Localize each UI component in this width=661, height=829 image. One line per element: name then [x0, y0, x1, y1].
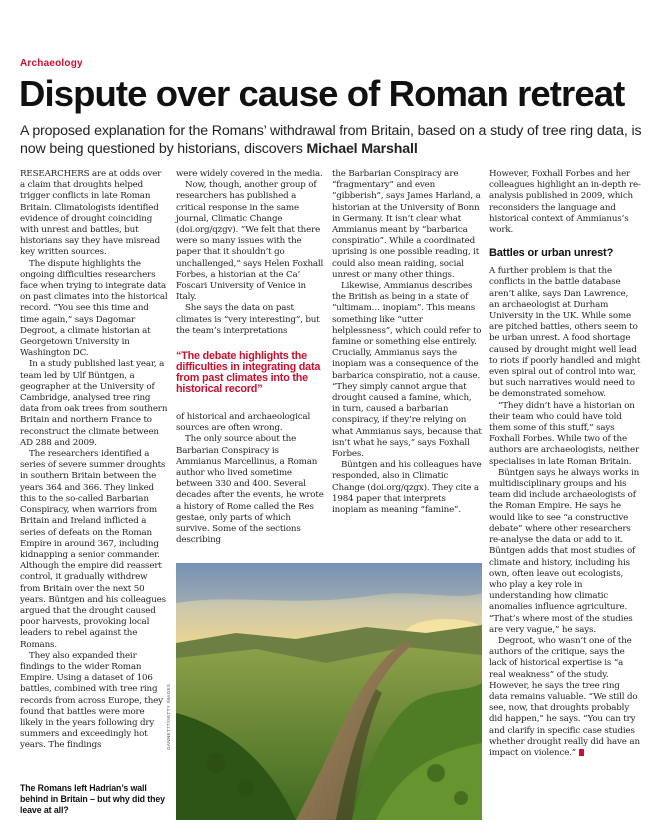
paragraph: were widely covered in the media.: [176, 169, 323, 179]
last-paragraph-text: Degroot, who wasn’t one of the authors of the critique, says the lack of historical expertise is “a real weakness” of the study. However, he says the tree ring data remains valuable. “We still do see, now, that droughts probably did happen,” he says. “You can try and clarify in specific case studies whether drought really did have an impact on violence.”: [489, 635, 640, 758]
hadrians-wall-photo: [176, 563, 482, 820]
standfirst-text: A proposed explanation for the Romans’ withdrawal from Britain, based on a study of tree ring data, is now being questioned by historians, discovers: [20, 123, 642, 157]
paragraph: However, Foxhall Forbes and her colleagues highlight an in-depth re-analysis published in 2009, which reconsiders the language and historical context of Ammianus’s work.: [489, 169, 641, 236]
paragraph: Now, though, another group of researchers has published a critical response in the same journal, Climatic Change (doi.org/qzgv). “We felt that there were so many issues with the paper that it shouldn’t go unchallenged,” says Helen Foxhall Forbes, a historian at the Ca’ Foscari University of Venice in Italy.: [176, 180, 324, 303]
paragraph: She says the data on past climates is “very interesting”, but the team’s interpretations: [176, 303, 320, 336]
column-1: [20, 169, 168, 752]
column-2-continued: [176, 412, 324, 546]
subheading: Battles or urban unrest?: [489, 247, 614, 260]
column-3: [332, 169, 482, 516]
section-label: Archaeology: [20, 58, 83, 69]
pull-quote: “The debate highlights the difficulties in integrating data from past climates into the historical record”: [176, 350, 321, 395]
paragraph: [489, 636, 641, 759]
paragraph: The only source about the Barbarian Conspiracy is Ammianus Marcellinus, a Roman author who lived sometime between 330 and 400. Several decades after the events, he wrote a history of Rome called the Res gestae, only parts of which survive. Some of the sections describing: [176, 434, 324, 546]
paragraph: the Barbarian Conspiracy are “fragmentary” and even “gibberish”, says James Harland, a historian at the University of Bonn in Germany. It isn’t clear what Ammianus meant by “barbarica conspiratio”. While a coordinated uprising is one possible reading, it could also mean raiding, social unrest or many other things.: [332, 169, 481, 280]
paragraph: RESEARCHERS are at odds over a claim that droughts helped trigger conflicts in late Roman Britain. Climatologists identified evidence of drought coinciding with unrest and battles, but historians say they have misread key written sources.: [20, 169, 162, 258]
byline: Michael Marshall: [306, 140, 418, 157]
paragraph: Büntgen and his colleagues have responded, also in Climatic Change (doi.org/qzgx). They cite a 1984 paper that interprets inopiam as meaning “famine”.: [332, 460, 482, 516]
paragraph: “They didn’t have a historian on their team who could have told them some of this stuff,” says Foxhall Forbes. While two of the authors are archaeologists, neither specialises in late Roman Britain.: [489, 400, 639, 467]
paragraph: The researchers identified a series of severe summer droughts in southern Britain between the years 364 and 366. They linked this to the so-called Barbarian Conspiracy, when warriors from Britain and Ireland inflicted a series of defeats on the Roman Empire in around 367, including kidnapping a senior commander. Although the empire did reassert control, it gradually withdrew from Britain over the next 50 years. Büntgen and his colleagues argued that the drought caused poor harvests, provoking local leaders to rebel against the Romans.: [20, 449, 166, 650]
paragraph: The dispute highlights the ongoing difficulties researchers face when trying to integrate data on past climates into the historical record. “You see this time and time again,” says Dagomar Degroot, a climate historian at Georgetown University in Washington DC.: [20, 258, 168, 359]
photo-caption: The Romans left Hadrian’s wall behind in Britain – but why did they leave at all?: [20, 783, 165, 815]
paragraph: of historical and archaeological sources are often wrong.: [176, 412, 311, 434]
paragraph: Likewise, Ammianus describes the British as being in a state of “ultimam… inopiam”. This means something like “utter helplessness”, which could refer to famine or something else entirely. Crucially, Ammianus says the inopiam was a consequence of the barbarica conspiratio, not a cause. “They simply cannot argue that drought caused a famine, which, in turn, caused a barbarian conspiracy, if they’re relying on what Ammianus says, because that isn’t what he says,” says Foxhall Forbes.: [332, 281, 482, 460]
paragraph: Büntgen says he always works in multidisciplinary groups and his team did include archaeologists of the Roman Empire. He says he would like to see “a constructive debate” where other researchers re-analyse the data or add to it. Büntgen adds that most studies of climate and history, including his own, often leave out ecologists, who play a key role in understanding how climatic anomalies influence agriculture. “That’s where most of the studies are very vague,” he says.: [489, 467, 640, 635]
paragraph: In a study published last year, a team led by Ulf Büntgen, a geographer at the University of Cambridge, analysed tree ring data from oak trees from southern Britain and northern France to reconstruct the climate between AD 288 and 2009.: [20, 359, 168, 448]
end-mark: [579, 749, 584, 756]
standfirst: [20, 123, 645, 158]
column-4: [489, 169, 641, 759]
column-2: [176, 169, 324, 337]
photo-credit: GANNET77/GETTY IMAGES: [166, 683, 171, 750]
paragraph: They also expanded their findings to the wider Roman Empire. Using a dataset of 106 battles, combined with tree ring records from across Europe, they found that battles were more likely in the years following dry summers and exceedingly hot years. The findings: [20, 650, 163, 751]
paragraph: A further problem is that the conflicts in the battle database aren’t alike, says Dan Lawrence, an archaeologist at Durham University in the UK. While some are pitched battles, others seem to be urban unrest. A food shortage caused by drought might well lead to riots if poorly handled and might even spiral out of control into war, but such narratives would need to be demonstrated somehow.: [489, 266, 641, 400]
headline: Dispute over cause of Roman retreat: [19, 73, 625, 114]
